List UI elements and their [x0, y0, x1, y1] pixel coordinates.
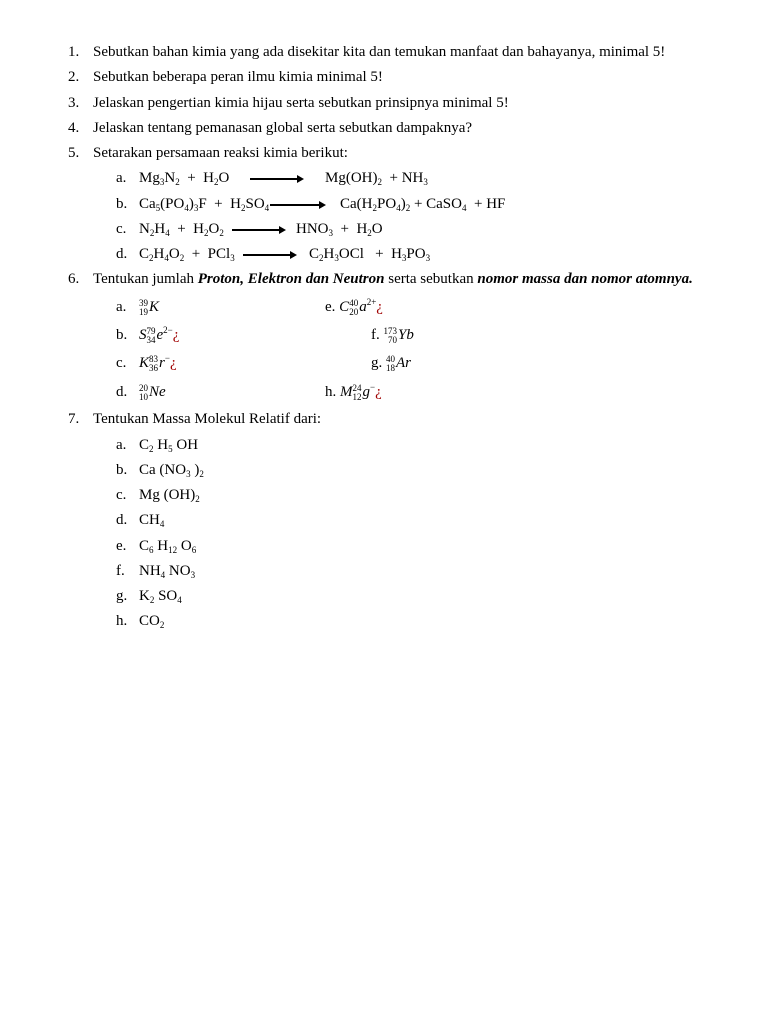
item-letter: h. — [116, 613, 128, 629]
item-letter: a. — [116, 170, 127, 186]
item-letter: d. — [116, 246, 128, 262]
item-letter: g. — [371, 355, 383, 371]
element-symbol: g — [362, 384, 370, 400]
element-prefix: K — [139, 355, 150, 371]
question-number: 5. — [68, 145, 80, 161]
question-text: Sebutkan bahan kimia yang ada disekitar kita dan temukan manfaat dan bahayanya, minimal 5! — [93, 44, 666, 60]
item-letter: b. — [116, 196, 128, 212]
equation-rhs: $C_2H_3OCl + H_3PO_3$ — [309, 246, 431, 263]
item-letter: d. — [116, 384, 128, 400]
question-number: 4. — [68, 120, 80, 136]
equation-rhs: $Mg(OH)_2 + NH_3$ — [325, 170, 428, 187]
question-text — [93, 268, 693, 290]
formula-text: $NH_4$ $NO_3$ — [139, 563, 196, 580]
item-letter: b. — [116, 327, 128, 343]
formula-text: $CO_2$ — [139, 613, 165, 630]
question-text-part: Tentukan jumlah — [93, 271, 198, 287]
isotope-notation — [371, 324, 414, 346]
formula-text: $C_6$ $H_{12}$ $O_6$ — [139, 538, 197, 555]
formula-text: Mg $(OH)_2$ — [139, 487, 200, 504]
atomic-number: 10 — [139, 391, 148, 402]
mass-number: 40 — [386, 353, 395, 364]
atomic-number: 36 — [149, 362, 159, 373]
mass-number: 83 — [149, 353, 159, 364]
atomic-number: 20 — [349, 306, 359, 317]
question-number: 1. — [68, 44, 80, 60]
atomic-number: 70 — [388, 334, 397, 345]
element-symbol: r — [159, 355, 165, 371]
question-text: Sebutkan beberapa peran ilmu kimia minimal 5! — [93, 69, 383, 85]
ion-charge: − — [164, 353, 170, 363]
equation-rhs: $Ca(H_2PO_4)_2$ + CaSO$_4$ + HF — [340, 196, 506, 213]
item-letter: c. — [116, 221, 127, 237]
atomic-number: 34 — [146, 334, 156, 345]
formula-text: $K_2$ $SO_4$ — [139, 588, 182, 605]
item-letter: c. — [116, 487, 127, 503]
ion-charge: 2− — [163, 325, 173, 335]
isotope-notation — [325, 381, 382, 403]
isotope-notation — [139, 352, 177, 374]
element-symbol: Ne — [149, 384, 166, 400]
element-symbol: e — [156, 327, 164, 343]
element-prefix: S — [139, 327, 147, 343]
equation-lhs: $C_2H_4O_2 + PCl_3$ — [139, 246, 235, 263]
question-text-emphasis: Proton, Elektron dan Neutron — [197, 271, 385, 287]
missing-glyph-icon: ¿ — [376, 299, 383, 315]
missing-glyph-icon: ¿ — [375, 384, 382, 400]
formula-text: $CH_4$ — [139, 512, 165, 529]
isotope-notation — [139, 324, 179, 346]
reaction-arrow-icon — [243, 254, 295, 256]
formula-text: Ca ($NO_3$ )$_2$ — [139, 462, 204, 479]
item-letter: h. — [325, 384, 337, 400]
isotope-notation — [139, 381, 166, 403]
mass-number: 20 — [139, 382, 148, 393]
ion-charge: 2+ — [366, 297, 377, 307]
item-letter: f. — [116, 563, 125, 579]
question-text: Setarakan persamaan reaksi kimia berikut: — [93, 145, 348, 161]
item-letter: b. — [116, 462, 128, 478]
question-number: 3. — [68, 95, 80, 111]
item-letter: c. — [116, 355, 127, 371]
question-text: Tentukan Massa Molekul Relatif dari: — [93, 411, 322, 427]
question-number: 6. — [68, 271, 80, 287]
item-letter: e. — [325, 299, 336, 315]
element-symbol: a — [359, 299, 367, 315]
atomic-number: 19 — [139, 306, 148, 317]
reaction-arrow-icon — [250, 178, 302, 180]
atomic-number: 18 — [386, 362, 395, 373]
element-prefix: M — [340, 384, 353, 400]
item-letter: e. — [116, 538, 127, 554]
mass-number: 24 — [352, 382, 362, 393]
mass-number: 40 — [349, 297, 359, 308]
mass-number: 173 — [383, 325, 397, 336]
ion-charge: − — [370, 382, 376, 392]
element-symbol: Ar — [396, 355, 411, 371]
isotope-notation — [139, 296, 159, 318]
reaction-arrow-icon — [232, 229, 284, 231]
question-text-part: serta sebutkan — [384, 271, 478, 287]
missing-glyph-icon: ¿ — [172, 327, 180, 343]
equation-lhs: $Ca_5(PO_4)_3F + H_2SO_4$ — [139, 196, 270, 213]
formula-text: $C_2$ $H_5$ OH — [139, 437, 199, 454]
item-letter: a. — [116, 437, 127, 453]
equation-lhs: $N_2H_4 + H_2O_2$ — [139, 221, 224, 238]
isotope-notation — [325, 296, 383, 318]
question-text: Jelaskan pengertian kimia hijau serta sebutkan prinsipnya minimal 5! — [93, 95, 509, 111]
question-number: 7. — [68, 411, 80, 427]
element-symbol: K — [149, 299, 160, 315]
mass-number: 39 — [139, 297, 148, 308]
question-number: 2. — [68, 69, 80, 85]
item-letter: d. — [116, 512, 128, 528]
element-prefix: C — [339, 299, 350, 315]
item-letter: f. — [371, 327, 380, 343]
item-letter: g. — [116, 588, 128, 604]
mass-number: 79 — [146, 325, 156, 336]
missing-glyph-icon: ¿ — [169, 355, 177, 371]
reaction-arrow-icon — [270, 204, 324, 206]
equation-rhs: $HNO_3 + H_2O$ — [296, 221, 383, 238]
isotope-notation — [371, 352, 411, 374]
item-letter: a. — [116, 299, 127, 315]
atomic-number: 12 — [352, 391, 362, 402]
question-text-emphasis: nomor massa dan nomor atomnya. — [477, 271, 693, 287]
element-symbol: Yb — [398, 327, 414, 343]
question-text: Jelaskan tentang pemanasan global serta sebutkan dampaknya? — [93, 120, 473, 136]
equation-lhs: $Mg_3N_2 + H_2O$ — [139, 170, 230, 187]
